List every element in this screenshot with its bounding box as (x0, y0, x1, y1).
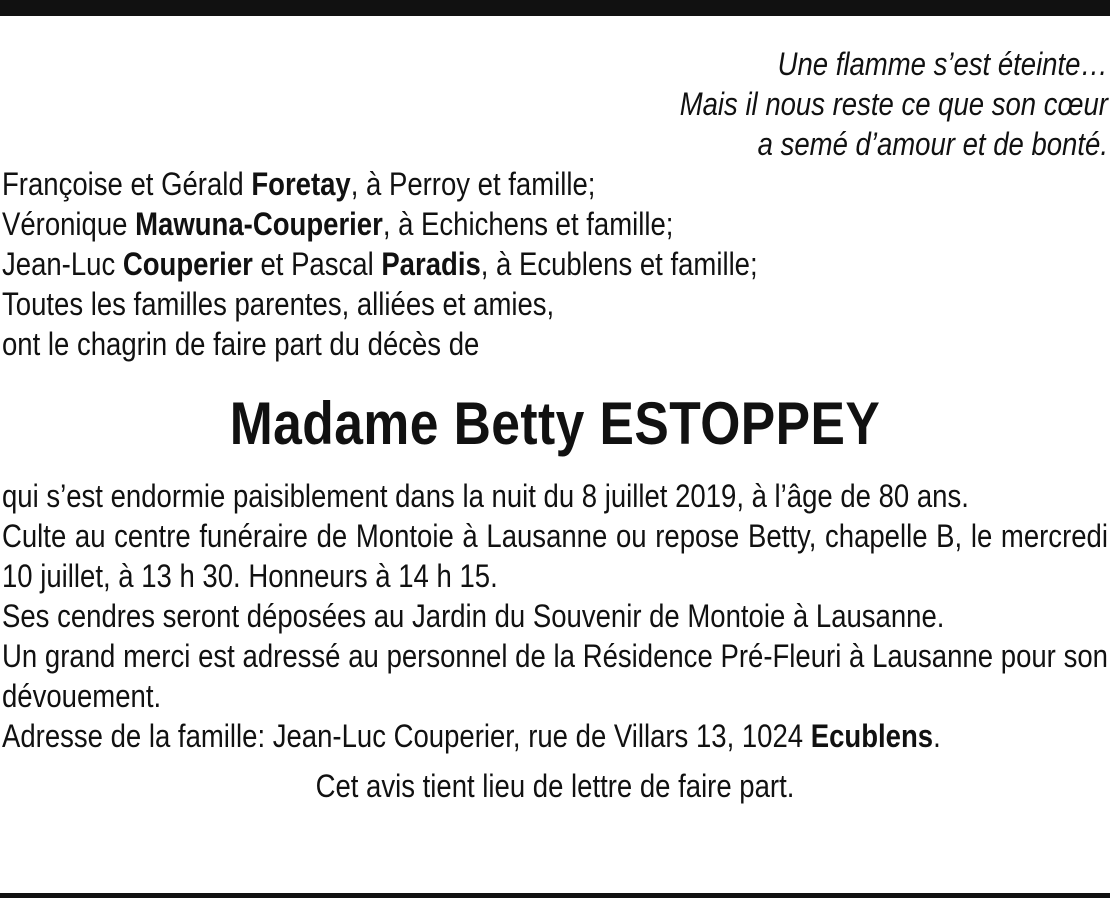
family-line (2, 204, 1108, 244)
text: Adresse de la famille: Jean-Luc Couperier, rue de Villars 13, 1024 (2, 718, 811, 754)
text: Françoise et Gérald (2, 166, 252, 202)
closing-note: Cet avis tient lieu de lettre de faire part. (315, 768, 795, 804)
family-address (2, 716, 1108, 756)
poem-line: a semé d’amour et de bonté. (757, 126, 1108, 162)
text: , à Ecublens et famille; (480, 246, 758, 282)
text: Véronique (2, 206, 136, 242)
surname: Foretay (251, 166, 351, 202)
city: Ecublens (810, 718, 934, 754)
text: Jean-Luc (2, 246, 123, 282)
bottom-border (0, 893, 1110, 898)
surname: Mawuna-Couperier (135, 206, 383, 242)
deceased-name: Madame Betty ESTOPPEY (229, 390, 881, 457)
poem (2, 44, 1108, 164)
text: , à Echichens et famille; (382, 206, 674, 242)
body-paragraph: Un grand merci est adressé au personnel de la Résidence Pré-Fleuri à Lausanne pour son dévouement. (2, 638, 1108, 714)
body-paragraph: qui s’est endormie paisiblement dans la nuit du 8 juillet 2019, à l’âge de 80 ans. (2, 478, 969, 514)
poem-line: Une flamme s’est éteinte… (777, 46, 1108, 82)
family-line: Toutes les familles parentes, alliées et amies, (2, 286, 555, 322)
surname: Paradis (381, 246, 481, 282)
body-paragraph: Culte au centre funéraire de Montoie à Lausanne ou repose Betty, chapelle B, le mercredi 10 juillet, à 13 h 30. Honneurs à 14 h 15. (2, 518, 1108, 594)
poem-line: Mais il nous reste ce que son cœur (679, 86, 1108, 122)
family-line (2, 244, 1108, 284)
text: et Pascal (252, 246, 382, 282)
body-paragraph: Ses cendres seront déposées au Jardin du Souvenir de Montoie à Lausanne. (2, 598, 945, 634)
notice-content (2, 44, 1108, 806)
top-border (0, 0, 1110, 16)
surname: Couperier (122, 246, 253, 282)
text: . (933, 718, 941, 754)
family-list (2, 164, 1108, 364)
text: , à Perroy et famille; (350, 166, 596, 202)
family-line (2, 164, 1108, 204)
family-line: ont le chagrin de faire part du décès de (2, 326, 480, 362)
